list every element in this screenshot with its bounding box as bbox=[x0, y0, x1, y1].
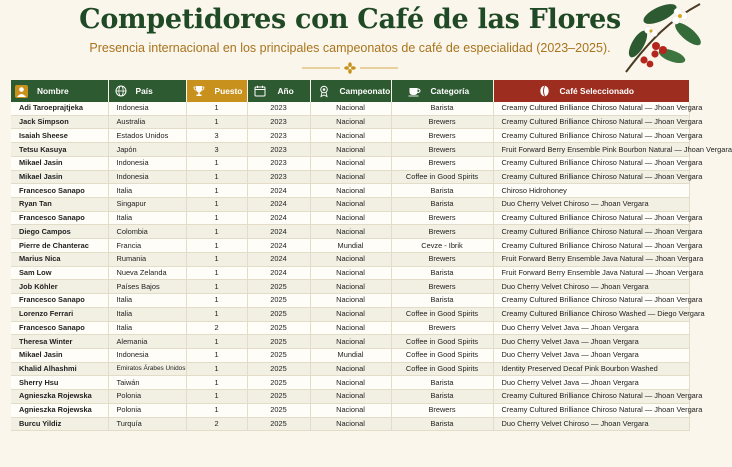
cell-anio: 2023 bbox=[247, 143, 310, 157]
cell-anio: 2025 bbox=[247, 280, 310, 294]
cell-categoria: Coffee in Good Spirits bbox=[391, 335, 493, 349]
cell-cafe: Duo Cherry Velvet Java — Jhoan Vergara bbox=[493, 376, 689, 390]
header-label-nombre: Nombre bbox=[37, 86, 69, 96]
cell-pais: Estados Unidos bbox=[108, 129, 186, 143]
cell-puesto: 1 bbox=[186, 266, 247, 280]
cell-categoria: Barista bbox=[391, 376, 493, 390]
cell-cafe: Creamy Cultured Brilliance Chiroso Natural — Jhoan Vergara bbox=[493, 115, 689, 129]
cell-pais: Francia bbox=[108, 239, 186, 253]
cell-cafe: Creamy Cultured Brilliance Chiroso Natural — Jhoan Vergara bbox=[493, 156, 689, 170]
cell-pais: Colombia bbox=[108, 225, 186, 239]
cell-nombre: Adi Taroeprajtjeka bbox=[11, 102, 108, 115]
cell-anio: 2024 bbox=[247, 266, 310, 280]
table-header-row bbox=[11, 80, 689, 102]
cell-anio: 2024 bbox=[247, 198, 310, 212]
cell-puesto: 1 bbox=[186, 239, 247, 253]
cell-puesto: 2 bbox=[186, 321, 247, 335]
cell-campeonato: Nacional bbox=[310, 335, 391, 349]
cell-nombre: Francesco Sanapo bbox=[11, 294, 108, 308]
cell-pais: Países Bajos bbox=[108, 280, 186, 294]
cell-puesto: 1 bbox=[186, 362, 247, 376]
cell-nombre: Mikael Jasin bbox=[11, 348, 108, 362]
cell-cafe: Creamy Cultured Brilliance Chiroso Natural — Jhoan Vergara bbox=[493, 294, 689, 308]
cell-cafe: Fruit Forward Berry Ensemble Java Natural — Jhoan Vergara bbox=[493, 266, 689, 280]
cell-cafe: Duo Cherry Velvet Chiroso — Jhoan Vergara bbox=[493, 280, 689, 294]
table-row bbox=[11, 129, 689, 143]
cell-campeonato: Nacional bbox=[310, 252, 391, 266]
cell-cafe: Duo Cherry Velvet Java — Jhoan Vergara bbox=[493, 321, 689, 335]
cell-campeonato: Nacional bbox=[310, 156, 391, 170]
cell-cafe: Creamy Cultured Brilliance Chiroso Natural — Jhoan Vergara bbox=[493, 225, 689, 239]
cell-anio: 2023 bbox=[247, 102, 310, 115]
column-header-campeonato[interactable] bbox=[310, 80, 391, 102]
cell-pais: Indonesia bbox=[108, 156, 186, 170]
cell-puesto: 1 bbox=[186, 184, 247, 198]
cell-puesto: 1 bbox=[186, 170, 247, 184]
cell-campeonato: Nacional bbox=[310, 184, 391, 198]
cell-anio: 2024 bbox=[247, 184, 310, 198]
cell-pais: Italia bbox=[108, 211, 186, 225]
cell-anio: 2025 bbox=[247, 376, 310, 390]
column-header-pais[interactable] bbox=[108, 80, 186, 102]
table-row bbox=[11, 403, 689, 417]
cell-nombre: Mikael Jasin bbox=[11, 170, 108, 184]
cell-categoria: Brewers bbox=[391, 156, 493, 170]
cell-puesto: 1 bbox=[186, 115, 247, 129]
cell-cafe: Creamy Cultured Brilliance Chiroso Natural — Jhoan Vergara bbox=[493, 211, 689, 225]
cell-pais: Emiratos Árabes Unidos bbox=[108, 362, 186, 376]
cell-campeonato: Nacional bbox=[310, 115, 391, 129]
cell-cafe: Duo Cherry Velvet Java — Jhoan Vergara bbox=[493, 348, 689, 362]
table-row bbox=[11, 170, 689, 184]
cell-categoria: Coffee in Good Spirits bbox=[391, 307, 493, 321]
cell-campeonato: Nacional bbox=[310, 403, 391, 417]
cell-nombre: Marius Nica bbox=[11, 252, 108, 266]
cell-categoria: Coffee in Good Spirits bbox=[391, 348, 493, 362]
table-row bbox=[11, 156, 689, 170]
cell-cafe: Fruit Forward Berry Ensemble Java Natural — Jhoan Vergara bbox=[493, 252, 689, 266]
table-row bbox=[11, 211, 689, 225]
cell-nombre: Diego Campos bbox=[11, 225, 108, 239]
cell-nombre: Lorenzo Ferrari bbox=[11, 307, 108, 321]
cell-cafe: Duo Cherry Velvet Chiroso — Jhoan Vergara bbox=[493, 198, 689, 212]
cell-puesto: 1 bbox=[186, 390, 247, 404]
cell-cafe: Creamy Cultured Brilliance Chiroso Natural — Jhoan Vergara bbox=[493, 129, 689, 143]
cell-categoria: Cevze - Ibrik bbox=[391, 239, 493, 253]
table-row bbox=[11, 239, 689, 253]
cell-pais: Indonesia bbox=[108, 348, 186, 362]
cell-campeonato: Nacional bbox=[310, 170, 391, 184]
cell-nombre: Isaiah Sheese bbox=[11, 129, 108, 143]
header-label-categoria: Categoría bbox=[430, 86, 470, 96]
table-row bbox=[11, 184, 689, 198]
table-row bbox=[11, 362, 689, 376]
cell-puesto: 1 bbox=[186, 307, 247, 321]
cell-puesto: 1 bbox=[186, 348, 247, 362]
cell-categoria: Barista bbox=[391, 417, 493, 431]
cell-nombre: Burcu Yildiz bbox=[11, 417, 108, 431]
cell-categoria: Brewers bbox=[391, 280, 493, 294]
page-title: Competidores con Café de las Flores bbox=[79, 4, 621, 35]
cell-anio: 2023 bbox=[247, 115, 310, 129]
cell-puesto: 1 bbox=[186, 225, 247, 239]
cell-anio: 2024 bbox=[247, 211, 310, 225]
cell-campeonato: Nacional bbox=[310, 102, 391, 115]
cell-campeonato: Nacional bbox=[310, 321, 391, 335]
header-label-campeonato: Campeonato bbox=[339, 86, 391, 96]
cup-icon bbox=[408, 85, 421, 97]
table-row bbox=[11, 252, 689, 266]
cell-cafe: Chiroso Hidrohoney bbox=[493, 184, 689, 198]
cell-categoria: Barista bbox=[391, 198, 493, 212]
cell-pais: Rumania bbox=[108, 252, 186, 266]
cell-nombre: Agnieszka Rojewska bbox=[11, 403, 108, 417]
medal-icon bbox=[318, 85, 330, 97]
cell-puesto: 3 bbox=[186, 143, 247, 157]
cell-pais: Australia bbox=[108, 115, 186, 129]
cell-pais: Italia bbox=[108, 294, 186, 308]
table-row bbox=[11, 294, 689, 308]
column-header-anio[interactable] bbox=[247, 80, 310, 102]
cell-cafe: Duo Cherry Velvet Chiroso — Jhoan Vergara bbox=[493, 417, 689, 431]
cell-puesto: 1 bbox=[186, 252, 247, 266]
table-row bbox=[11, 348, 689, 362]
table-row bbox=[11, 307, 689, 321]
table-row bbox=[11, 321, 689, 335]
cell-nombre: Agnieszka Rojewska bbox=[11, 390, 108, 404]
page-subtitle: Presencia internacional en los principales campeonatos de café de especialidad (2023–2025). bbox=[89, 41, 611, 55]
cell-pais: Japón bbox=[108, 143, 186, 157]
cell-nombre: Sam Low bbox=[11, 266, 108, 280]
cell-campeonato: Nacional bbox=[310, 390, 391, 404]
cell-puesto: 1 bbox=[186, 280, 247, 294]
cell-puesto: 3 bbox=[186, 129, 247, 143]
cell-puesto: 1 bbox=[186, 403, 247, 417]
cell-nombre: Sherry Hsu bbox=[11, 376, 108, 390]
cell-nombre: Theresa Winter bbox=[11, 335, 108, 349]
cell-campeonato: Nacional bbox=[310, 280, 391, 294]
cell-cafe: Creamy Cultured Brilliance Chiroso Natural — Jhoan Vergara bbox=[493, 102, 689, 115]
cell-categoria: Brewers bbox=[391, 225, 493, 239]
cell-anio: 2024 bbox=[247, 239, 310, 253]
cell-nombre: Ryan Tan bbox=[11, 198, 108, 212]
cell-anio: 2025 bbox=[247, 294, 310, 308]
cell-campeonato: Mundial bbox=[310, 348, 391, 362]
cell-cafe: Creamy Cultured Brilliance Chiroso Natural — Jhoan Vergara bbox=[493, 390, 689, 404]
table-row bbox=[11, 266, 689, 280]
cell-anio: 2023 bbox=[247, 170, 310, 184]
header-label-cafe: Café Seleccionado bbox=[559, 86, 634, 96]
cell-puesto: 2 bbox=[186, 417, 247, 431]
cell-categoria: Barista bbox=[391, 390, 493, 404]
cell-cafe: Creamy Cultured Brilliance Chiroso Natural — Jhoan Vergara bbox=[493, 403, 689, 417]
column-header-categoria[interactable] bbox=[391, 80, 493, 102]
header-label-anio: Año bbox=[277, 86, 294, 96]
cell-cafe: Duo Cherry Velvet Java — Jhoan Vergara bbox=[493, 335, 689, 349]
cell-puesto: 1 bbox=[186, 198, 247, 212]
cell-campeonato: Nacional bbox=[310, 307, 391, 321]
cell-pais: Indonesia bbox=[108, 170, 186, 184]
cell-categoria: Brewers bbox=[391, 129, 493, 143]
table-row bbox=[11, 225, 689, 239]
cell-pais: Italia bbox=[108, 307, 186, 321]
cell-nombre: Jack Simpson bbox=[11, 115, 108, 129]
cell-puesto: 1 bbox=[186, 102, 247, 115]
cell-puesto: 1 bbox=[186, 211, 247, 225]
cell-anio: 2024 bbox=[247, 252, 310, 266]
cell-campeonato: Nacional bbox=[310, 417, 391, 431]
cell-pais: Indonesia bbox=[108, 102, 186, 115]
cell-campeonato: Nacional bbox=[310, 362, 391, 376]
coffee-branch-decoration bbox=[560, 0, 700, 80]
cell-pais: Polonia bbox=[108, 390, 186, 404]
cell-pais: Taiwán bbox=[108, 376, 186, 390]
cell-pais: Italia bbox=[108, 321, 186, 335]
header-label-pais: País bbox=[135, 86, 153, 96]
table-row bbox=[11, 115, 689, 129]
cell-anio: 2023 bbox=[247, 129, 310, 143]
cell-cafe: Creamy Cultured Brilliance Chiroso Natural — Jhoan Vergara bbox=[493, 239, 689, 253]
cell-puesto: 1 bbox=[186, 376, 247, 390]
cell-categoria: Barista bbox=[391, 266, 493, 280]
cell-categoria: Barista bbox=[391, 294, 493, 308]
cell-anio: 2025 bbox=[247, 403, 310, 417]
cell-puesto: 1 bbox=[186, 335, 247, 349]
person-icon bbox=[15, 85, 28, 98]
competitors-table bbox=[11, 80, 732, 431]
table-row bbox=[11, 417, 689, 431]
table-row bbox=[11, 143, 689, 157]
cell-campeonato: Nacional bbox=[310, 129, 391, 143]
cell-campeonato: Nacional bbox=[310, 266, 391, 280]
cell-categoria: Coffee in Good Spirits bbox=[391, 362, 493, 376]
cell-campeonato: Nacional bbox=[310, 211, 391, 225]
cell-categoria: Brewers bbox=[391, 252, 493, 266]
cell-pais: Singapur bbox=[108, 198, 186, 212]
cell-cafe: Creamy Cultured Brilliance Chiroso Washed — Diego Vergara bbox=[493, 307, 689, 321]
cell-anio: 2025 bbox=[247, 348, 310, 362]
cell-puesto: 1 bbox=[186, 156, 247, 170]
globe-icon bbox=[115, 85, 127, 97]
cell-categoria: Coffee in Good Spirits bbox=[391, 170, 493, 184]
table-row bbox=[11, 335, 689, 349]
table-row bbox=[11, 390, 689, 404]
cell-nombre: Job Köhler bbox=[11, 280, 108, 294]
cell-nombre: Francesco Sanapo bbox=[11, 321, 108, 335]
cell-nombre: Khalid Alhashmi bbox=[11, 362, 108, 376]
table-row bbox=[11, 198, 689, 212]
cell-categoria: Brewers bbox=[391, 143, 493, 157]
column-header-puesto[interactable] bbox=[186, 80, 247, 102]
cell-pais: Turquía bbox=[108, 417, 186, 431]
cell-anio: 2025 bbox=[247, 390, 310, 404]
cell-categoria: Brewers bbox=[391, 115, 493, 129]
cell-cafe: Fruit Forward Berry Ensemble Pink Bourbon Natural — Jhoan Vergara bbox=[493, 143, 689, 157]
cell-anio: 2025 bbox=[247, 417, 310, 431]
cell-pais: Nueva Zelanda bbox=[108, 266, 186, 280]
table-row bbox=[11, 376, 689, 390]
divider-flower-ornament bbox=[300, 62, 400, 74]
cell-anio: 2025 bbox=[247, 362, 310, 376]
cell-campeonato: Nacional bbox=[310, 376, 391, 390]
cell-campeonato: Nacional bbox=[310, 143, 391, 157]
cell-categoria: Brewers bbox=[391, 403, 493, 417]
cell-cafe: Creamy Cultured Brilliance Chiroso Natural — Jhoan Vergara bbox=[493, 170, 689, 184]
cell-campeonato: Nacional bbox=[310, 198, 391, 212]
coffee-bean-icon bbox=[539, 85, 550, 97]
calendar-icon bbox=[254, 85, 266, 97]
column-header-cafe[interactable] bbox=[493, 80, 689, 102]
cell-puesto: 1 bbox=[186, 294, 247, 308]
header-label-puesto: Puesto bbox=[214, 86, 243, 96]
cell-campeonato: Nacional bbox=[310, 294, 391, 308]
cell-anio: 2025 bbox=[247, 307, 310, 321]
cell-categoria: Barista bbox=[391, 102, 493, 115]
cell-nombre: Tetsu Kasuya bbox=[11, 143, 108, 157]
cell-campeonato: Mundial bbox=[310, 239, 391, 253]
cell-anio: 2024 bbox=[247, 225, 310, 239]
trophy-icon bbox=[193, 85, 205, 97]
cell-nombre: Francesco Sanapo bbox=[11, 184, 108, 198]
table-row bbox=[11, 102, 689, 115]
cell-categoria: Brewers bbox=[391, 321, 493, 335]
cell-anio: 2025 bbox=[247, 335, 310, 349]
cell-nombre: Mikael Jasin bbox=[11, 156, 108, 170]
cell-categoria: Brewers bbox=[391, 211, 493, 225]
cell-cafe: Identity Preserved Decaf Pink Bourbon Washed bbox=[493, 362, 689, 376]
cell-campeonato: Nacional bbox=[310, 225, 391, 239]
cell-pais: Polonia bbox=[108, 403, 186, 417]
cell-anio: 2023 bbox=[247, 156, 310, 170]
column-header-nombre[interactable] bbox=[11, 80, 108, 102]
cell-categoria: Barista bbox=[391, 184, 493, 198]
table-row bbox=[11, 280, 689, 294]
cell-anio: 2025 bbox=[247, 321, 310, 335]
cell-pais: Alemania bbox=[108, 335, 186, 349]
cell-nombre: Francesco Sanapo bbox=[11, 211, 108, 225]
cell-pais: Italia bbox=[108, 184, 186, 198]
cell-nombre: Pierre de Chanterac bbox=[11, 239, 108, 253]
